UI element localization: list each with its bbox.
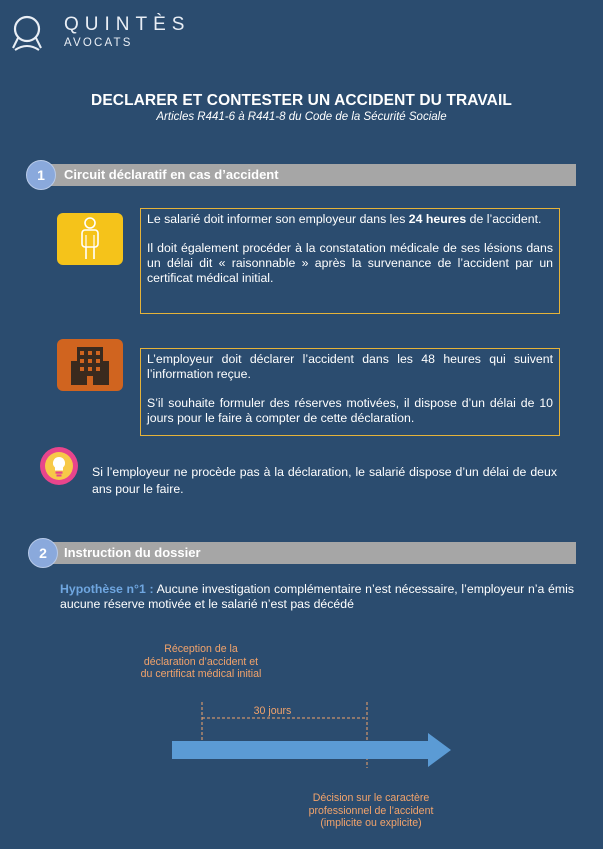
hypothesis-text bbox=[60, 582, 574, 612]
employer-info-box bbox=[140, 348, 560, 436]
tip-note: Si l’employeur ne procède pas à la déclaration, le salarié dispose d’un délai de deux ans pour le faire. bbox=[92, 465, 557, 496]
person-icon bbox=[57, 213, 123, 265]
timeline-end-label: Décision sur le caractère professionnel de l’accident (implicite ou explicite) bbox=[308, 792, 434, 829]
employer-info-p2: S’il souhaite formuler des réserves motivées, il dispose d’un délai de 10 jours pour le faire à compter de cette déclaration. bbox=[147, 396, 553, 425]
lightbulb-icon bbox=[40, 447, 78, 485]
logo-sub: AVOCATS bbox=[64, 37, 133, 49]
employer-info-p1: L’employeur doit déclarer l’accident dans les 48 heures qui suivent l’information reçue. bbox=[147, 352, 553, 381]
deadline-24h: 24 heures bbox=[408, 212, 467, 226]
employer-tile bbox=[57, 339, 123, 391]
section-1-number: 1 bbox=[26, 160, 56, 190]
page-subtitle: Articles R441-6 à R441-8 du Code de la Sécurité Sociale bbox=[156, 111, 447, 123]
section-2-bar bbox=[38, 542, 576, 564]
logo bbox=[10, 12, 191, 54]
employee-tile bbox=[57, 213, 123, 265]
employee-info-p2: Il doit également procéder à la constatation médicale de ses lésions dans un délai dit « raisonnable » après la survenance de l’accident par un certificat médical initial. bbox=[147, 241, 553, 285]
timeline-duration-label: 30 jours bbox=[253, 705, 292, 717]
employee-info-p1: Le salarié doit informer son employeur dans les 24 heures de l’accident. bbox=[147, 212, 542, 226]
hypothesis-label: Hypothèse n°1 : bbox=[60, 582, 154, 596]
section-2-number: 2 bbox=[28, 538, 58, 568]
section-1-bar bbox=[38, 164, 576, 186]
tip-badge bbox=[40, 447, 78, 485]
hypothesis-body: Aucune investigation complémentaire n’est nécessaire, l’employeur n’a émis aucune réserve motivée et le salarié n’est pas décédé bbox=[60, 582, 575, 611]
timeline-arrow bbox=[172, 733, 451, 767]
logo-name: QUINTÈS bbox=[64, 14, 191, 35]
timeline-start-label: Réception de la déclaration d’accident et du certificat médical initial bbox=[140, 643, 262, 680]
logo-mark-icon bbox=[10, 12, 44, 52]
building-icon bbox=[57, 339, 123, 391]
section-1-label: Circuit déclaratif en cas d’accident bbox=[64, 167, 279, 182]
timeline-graphic bbox=[160, 696, 460, 774]
page-title: DECLARER ET CONTESTER UN ACCIDENT DU TRAVAIL bbox=[91, 92, 512, 109]
section-2-label: Instruction du dossier bbox=[64, 545, 201, 560]
employee-info-box bbox=[140, 208, 560, 314]
